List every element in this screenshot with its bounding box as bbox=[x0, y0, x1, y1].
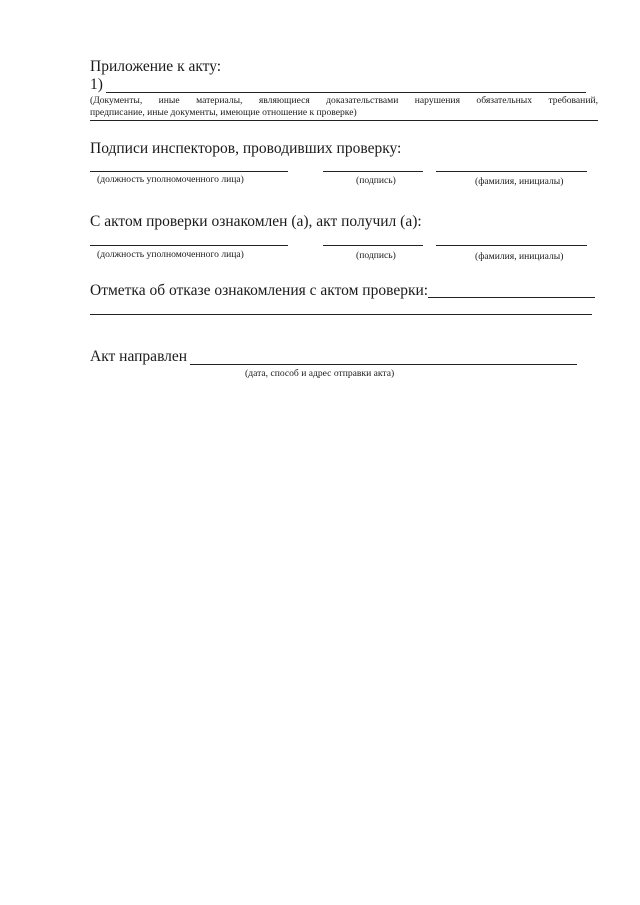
acquainted-name-caption: (фамилия, инициалы) bbox=[475, 251, 564, 262]
sent-line[interactable] bbox=[190, 364, 577, 365]
inspectors-signature-caption: (подпись) bbox=[356, 175, 396, 186]
appendix-item-line[interactable] bbox=[106, 92, 586, 93]
appendix-title: Приложение к акту: bbox=[90, 58, 222, 75]
refusal-title: Отметка об отказе ознакомления с актом проверки: bbox=[90, 282, 429, 299]
refusal-second-line[interactable] bbox=[90, 314, 592, 315]
acquainted-position-line[interactable] bbox=[90, 245, 288, 246]
inspectors-position-caption: (должность уполномоченного лица) bbox=[97, 174, 244, 185]
appendix-note-line2: предписание, иные документы, имеющие отношение к проверке) bbox=[90, 107, 357, 118]
appendix-note-line1: (Документы, иные материалы, являющиеся доказательствами нарушения обязательных требований, bbox=[90, 95, 598, 106]
acquainted-signature-line[interactable] bbox=[323, 245, 423, 246]
sent-caption: (дата, способ и адрес отправки акта) bbox=[245, 368, 395, 379]
appendix-item-number: 1) bbox=[90, 76, 103, 93]
acquainted-signature-caption: (подпись) bbox=[356, 250, 396, 261]
inspectors-position-line[interactable] bbox=[90, 171, 288, 172]
inspectors-name-line[interactable] bbox=[436, 171, 587, 172]
sent-label: Акт направлен bbox=[90, 348, 188, 365]
inspectors-signature-line[interactable] bbox=[323, 171, 423, 172]
acquainted-name-line[interactable] bbox=[436, 245, 587, 246]
acquainted-position-caption: (должность уполномоченного лица) bbox=[97, 249, 244, 260]
inspectors-name-caption: (фамилия, инициалы) bbox=[475, 176, 564, 187]
inspectors-title: Подписи инспекторов, проводивших проверку: bbox=[90, 140, 402, 157]
acquainted-title: С актом проверки ознакомлен (а), акт получил (а): bbox=[90, 213, 422, 230]
appendix-underline bbox=[90, 120, 598, 121]
refusal-inline-line[interactable] bbox=[428, 297, 595, 298]
